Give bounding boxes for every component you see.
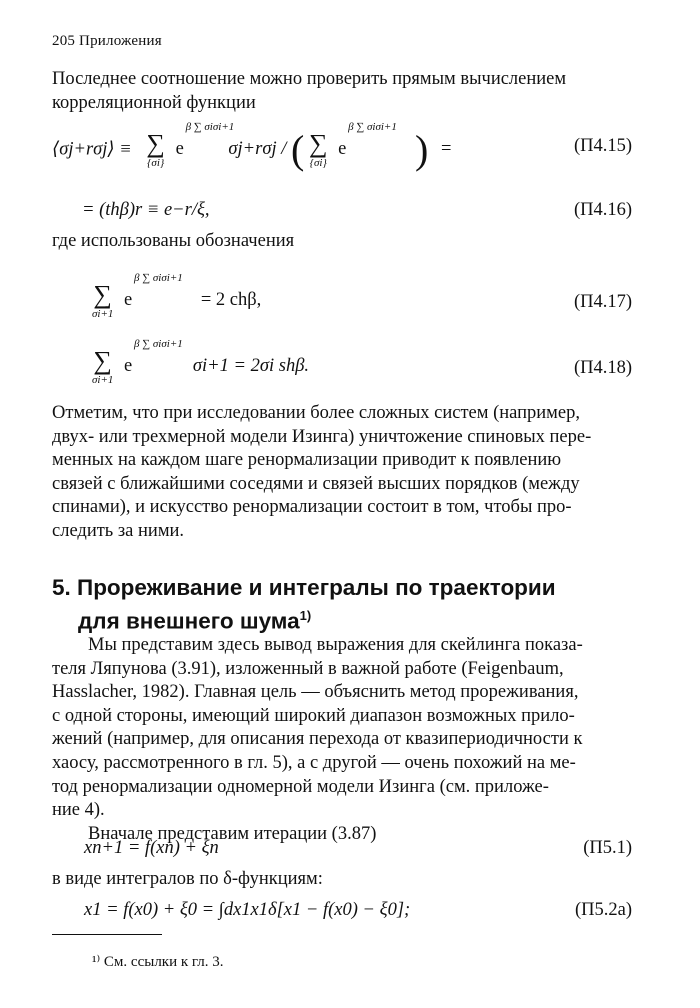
exp-superscript: β ∑ σiσi+1 [134, 272, 183, 285]
footnote-rule [52, 934, 162, 935]
equation-number: (П4.16) [573, 200, 632, 220]
eq-p4-15-equals: = [440, 139, 452, 160]
right-paren: ) [414, 127, 429, 172]
exp-superscript: β ∑ σiσi+1 [348, 121, 397, 134]
sum-symbol: ∑ {σi} [146, 129, 165, 169]
equation-p4-17 [52, 272, 632, 338]
text-line: ние 4). [52, 800, 105, 821]
delta-paragraph [52, 868, 632, 892]
text-line: с одной стороны, имеющий широкий диапазон возможных прило- [52, 705, 575, 726]
text-line: жений (например, для описания перехода от квазипериодичности к [52, 729, 583, 750]
sum-lower-limit: σi+1 [92, 308, 114, 320]
footnote: ¹⁾ См. ссылки к гл. 3. [92, 954, 224, 970]
text-line: двух- или трехмерной модели Изинга) уничтожение спиновых пере- [52, 426, 592, 447]
section-title-line-1: 5. Прореживание и интегралы по траектории [52, 575, 556, 600]
footnote-mark: 1) [299, 608, 312, 623]
section-body-paragraph [52, 634, 632, 846]
sum-lower-limit: {σi} [309, 157, 327, 169]
eq-p4-18-rhs: σi+1 = 2σi shβ. [192, 356, 310, 377]
section-title-line-2: для внешнего шума [78, 608, 300, 634]
equation-number: (П5.2а) [574, 900, 632, 920]
equation-p4-18 [52, 338, 632, 404]
exponential: e β ∑ σiσi+1 [338, 121, 397, 160]
exponential: e β ∑ σiσi+1 [124, 272, 183, 311]
eq-p5-1-body: xn+1 = f(xn) + ξn [84, 838, 219, 858]
section-heading [52, 574, 652, 636]
text-line: менных на каждом шаге ренормализации приводит к появлению [52, 450, 562, 471]
exponential: e β ∑ σiσi+1 [124, 338, 183, 377]
eq-p4-17-rhs: = 2 chβ, [200, 290, 262, 311]
eq-p5-2a-body: x1 = f(x0) + ξ0 = ∫dx1x1δ[x1 − f(x0) − ξ0]; [84, 900, 411, 920]
text-line: следить за ними. [52, 520, 185, 541]
text-line: в виде интегралов по δ-функциям: [52, 869, 323, 889]
exponential: e β ∑ σiσi+1 [175, 121, 235, 160]
text-line: связей с ближайшими соседями и связей высших порядков (между [52, 473, 580, 494]
sum-lower-limit: {σi} [147, 157, 165, 169]
eq-p4-15-middle: σj+rσj / [228, 139, 287, 160]
eq-p4-15-lhs: ⟨σj+rσj⟩ ≡ [52, 139, 132, 160]
eq-p4-16-body: = (thβ)r ≡ e−r/ξ, [82, 200, 210, 220]
text-line: теля Ляпунова (3.91), изложенный в важной работе (Feigenbaum, [52, 658, 564, 679]
notation-paragraph [52, 230, 632, 254]
text-line: Hasslacher, 1982). Главная цель — объяснить метод прореживания, [52, 682, 579, 703]
text-line: Мы представим здесь вывод выражения для скейлинга показа- [88, 635, 583, 655]
text-line: корреляционной функции [52, 92, 256, 113]
sum-symbol: ∑ σi+1 [92, 346, 114, 386]
sum-symbol: ∑ σi+1 [92, 280, 114, 320]
equation-number: (П4.17) [573, 292, 632, 312]
text-line: спинами), и искусство ренормализации состоит в том, чтобы про- [52, 497, 572, 518]
left-paren: ( [291, 127, 305, 172]
sum-lower-limit: σi+1 [92, 374, 114, 386]
sum-symbol: ∑ {σi} [308, 129, 328, 169]
exp-superscript: β ∑ σiσi+1 [185, 121, 235, 134]
text-line: Вначале представим итерации (3.87) [88, 823, 377, 844]
remark-paragraph [52, 402, 632, 544]
equation-number: (П4.15) [573, 136, 632, 156]
equation-number: (П4.18) [573, 358, 632, 378]
text-line: где использованы обозначения [52, 231, 295, 251]
intro-paragraph [52, 68, 632, 115]
equation-number: (П5.1) [583, 838, 632, 858]
text-line: Последнее соотношение можно проверить прямым вычислением [52, 69, 567, 89]
text-line: хаосу, рассмотренного в гл. 5), а с другой — очень похожий на ме- [52, 752, 576, 773]
equation-p4-15 [52, 121, 632, 184]
running-head: 205 Приложения [52, 33, 162, 49]
exp-superscript: β ∑ σiσi+1 [134, 338, 183, 351]
text-line: тод ренормализации одномерной модели Изинга (см. приложе- [52, 776, 549, 797]
text-line: Отметим, что при исследовании более сложных систем (например, [52, 403, 580, 423]
